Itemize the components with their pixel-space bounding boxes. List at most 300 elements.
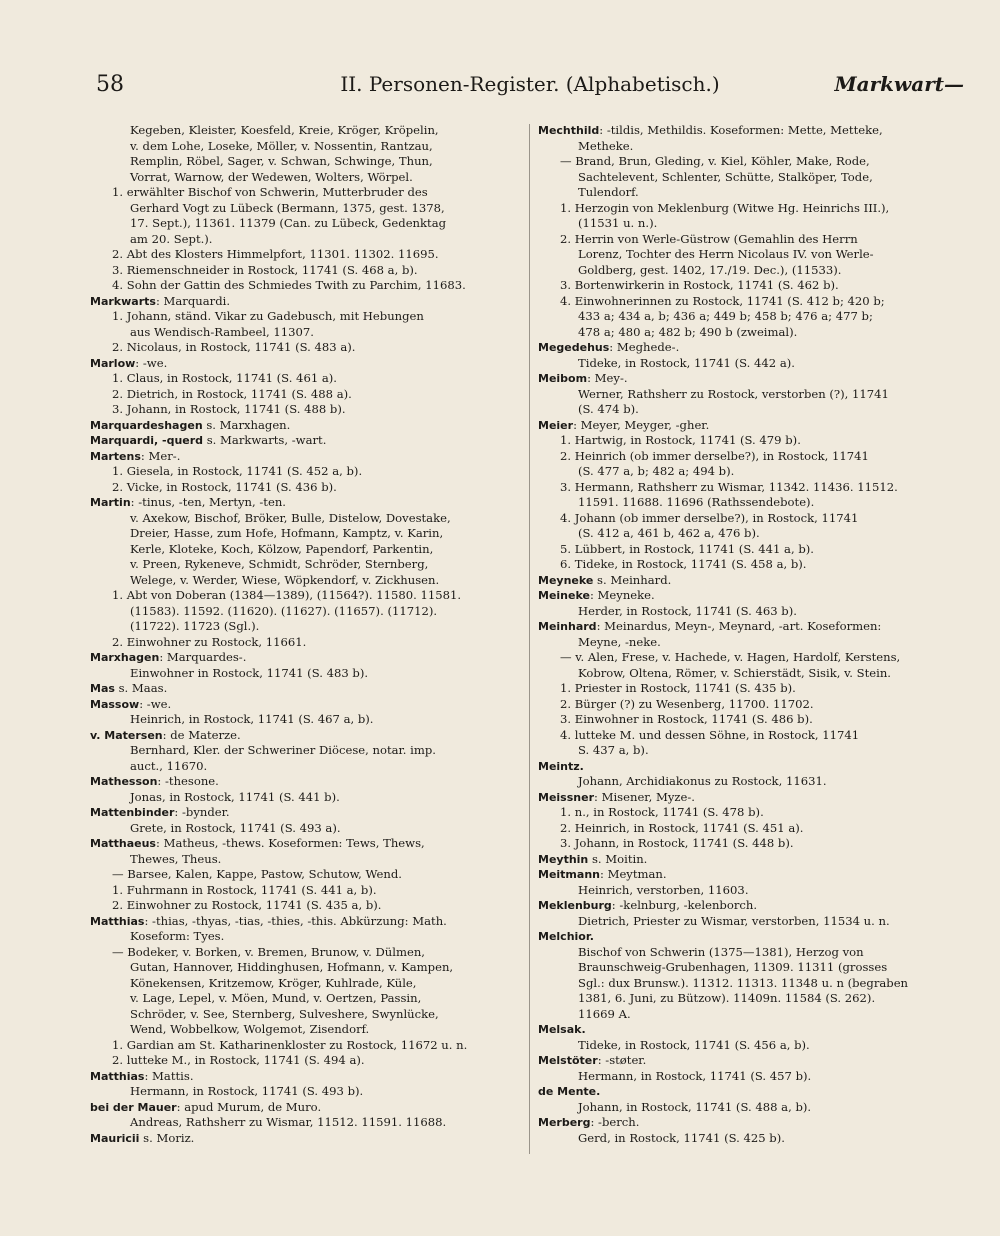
index-entry-line bbox=[538, 774, 970, 790]
lemma: Meintz. bbox=[538, 759, 584, 773]
index-entry-line bbox=[90, 759, 526, 775]
index-entry-heading bbox=[90, 681, 526, 697]
index-entry-heading bbox=[90, 1069, 526, 1085]
index-entry-line bbox=[538, 511, 970, 527]
index-entry-line bbox=[90, 340, 526, 356]
lemma: Meissner bbox=[538, 790, 594, 804]
index-entry-line bbox=[90, 170, 526, 186]
entry-text: : Meghede-. bbox=[609, 340, 680, 354]
entry-text: 2. Einwohner zu Rostock, 11661. bbox=[112, 634, 307, 649]
index-entry-line bbox=[90, 387, 526, 403]
index-entry-line bbox=[90, 201, 526, 217]
index-entry-line bbox=[538, 650, 970, 666]
index-entry-line bbox=[90, 123, 526, 139]
entry-text: Bischof von Schwerin (1375—1381), Herzog von bbox=[578, 944, 864, 959]
index-entry-line bbox=[90, 821, 526, 837]
entry-text: (11722). 11723 (Sgl.). bbox=[130, 619, 260, 633]
index-entry-line bbox=[90, 216, 526, 232]
entry-text: (S. 412 a, 461 b, 462 a, 476 b). bbox=[578, 526, 760, 540]
index-entry-heading bbox=[538, 1053, 970, 1069]
index-entry-line bbox=[538, 542, 970, 558]
entry-text: (S. 477 a, b; 482 a; 494 b). bbox=[578, 464, 735, 478]
lemma: Mauricii bbox=[90, 1131, 140, 1145]
index-entry-line bbox=[538, 821, 970, 837]
index-entry-heading bbox=[538, 619, 970, 635]
entry-text: 1. Hartwig, in Rostock, 11741 (S. 479 b). bbox=[560, 433, 801, 447]
lemma: Melstöter bbox=[538, 1054, 598, 1067]
entry-text: : -tinus, -ten, Mertyn, -ten. bbox=[130, 495, 286, 509]
entry-text: 2. Abt des Klosters Himmelpfort, 11301. 11302. 11695. bbox=[112, 247, 439, 261]
entry-text: Bernhard, Kler. der Schweriner Diöcese, notar. imp. bbox=[130, 743, 436, 757]
entry-text: 1381, 6. Juni, zu Bützow). 11409n. 11584 (S. 262). bbox=[578, 991, 876, 1005]
lemma: v. Matersen bbox=[90, 728, 163, 742]
index-entry-line bbox=[538, 464, 970, 480]
entry-text: 2. Nicolaus, in Rostock, 11741 (S. 483 a). bbox=[112, 340, 356, 354]
index-entry-line bbox=[90, 278, 526, 294]
entry-text: 2. Heinrich, in Rostock, 11741 (S. 451 a). bbox=[560, 820, 804, 835]
entry-text: Kegeben, Kleister, Koesfeld, Kreie, Kröger, Kröpelin, bbox=[130, 123, 439, 137]
entry-text: (S. 474 b). bbox=[578, 402, 639, 416]
entry-text: s. Moriz. bbox=[139, 1130, 195, 1145]
index-entry-line bbox=[90, 588, 526, 604]
index-entry-line bbox=[538, 449, 970, 465]
entry-text: 6. Tideke, in Rostock, 11741 (S. 458 a, b). bbox=[560, 557, 807, 571]
entry-text: 4. Einwohnerinnen zu Rostock, 11741 (S. 412 b; 420 b; bbox=[560, 293, 885, 308]
index-entry-line bbox=[90, 666, 526, 682]
entry-text: Lorenz, Tochter des Herrn Nicolaus IV. von Werle- bbox=[578, 247, 874, 261]
index-entry-heading bbox=[90, 356, 526, 372]
index-entry-line bbox=[538, 976, 970, 992]
entry-text: 1. n., in Rostock, 11741 (S. 478 b). bbox=[560, 805, 764, 819]
entry-text: Thewes, Theus. bbox=[130, 851, 222, 866]
entry-text: Kobrow, Oltena, Römer, v. Schierstädt, Sisik, v. Stein. bbox=[578, 665, 891, 680]
index-entry-heading bbox=[538, 867, 970, 883]
entry-text: : Mattis. bbox=[144, 1068, 194, 1083]
entry-text: : -støter. bbox=[597, 1053, 647, 1067]
index-entry-line bbox=[538, 666, 970, 682]
entry-text: Tulendorf. bbox=[578, 185, 639, 199]
entry-text: Gutan, Hannover, Hiddinghusen, Hofmann, v. Kampen, bbox=[130, 960, 454, 974]
index-entry-heading bbox=[90, 449, 526, 465]
index-entry-heading bbox=[90, 433, 526, 449]
lemma: Meklenburg bbox=[538, 899, 612, 912]
index-entry-line bbox=[538, 139, 970, 155]
index-entry-heading bbox=[90, 914, 526, 930]
entry-text: : -kelnburg, -kelenborch. bbox=[611, 898, 758, 912]
index-entry-line bbox=[90, 573, 526, 589]
index-entry-line bbox=[538, 480, 970, 496]
entry-text: s. Maas. bbox=[114, 681, 168, 695]
entry-text: Sachtelevent, Schlenter, Schütte, Stalköper, Tode, bbox=[578, 169, 873, 184]
entry-text: Dreier, Hasse, zum Hofe, Hofmann, Kamptz, v. Karin, bbox=[130, 526, 444, 540]
entry-text: Vorrat, Warnow, der Wedewen, Wolters, Wörpel. bbox=[130, 169, 413, 184]
index-entry-heading bbox=[538, 1115, 970, 1131]
index-entry-heading bbox=[90, 1100, 526, 1116]
index-entry-heading bbox=[90, 774, 526, 790]
index-entry-line bbox=[90, 898, 526, 914]
index-entry-line bbox=[538, 325, 970, 341]
lemma: Matthias bbox=[90, 914, 145, 928]
index-entry-line bbox=[90, 232, 526, 248]
entry-text: Remplin, Röbel, Sager, v. Schwan, Schwinge, Thun, bbox=[130, 154, 433, 168]
entry-text: 2. Herrin von Werle-Güstrow (Gemahlin des Herrn bbox=[560, 231, 858, 246]
index-entry-line bbox=[90, 371, 526, 387]
entry-text: Meyne, -neke. bbox=[578, 634, 661, 649]
index-entry-line bbox=[538, 232, 970, 248]
index-entry-line bbox=[90, 1038, 526, 1054]
entry-text: Johann, in Rostock, 11741 (S. 488 a, b). bbox=[578, 1099, 812, 1114]
entry-text: : de Materze. bbox=[162, 727, 241, 742]
entry-text: 3. Johann, in Rostock, 11741 (S. 448 b). bbox=[560, 836, 794, 850]
entry-text: Tideke, in Rostock, 11741 (S. 456 a, b). bbox=[578, 1037, 810, 1052]
entry-text: am 20. Sept.). bbox=[130, 231, 213, 246]
entry-text: : Mer-. bbox=[140, 448, 181, 463]
entry-text: 11591. 11688. 11696 (Rathssendebote). bbox=[578, 495, 815, 509]
index-entry-line bbox=[538, 914, 970, 930]
entry-text: s. Markwarts, -wart. bbox=[203, 433, 327, 447]
lemma: Megedehus bbox=[538, 341, 610, 354]
index-entry-line bbox=[538, 836, 970, 852]
index-entry-heading bbox=[538, 790, 970, 806]
entry-text: 1. Gardian am St. Katharinenkloster zu Rostock, 11672 u. n. bbox=[112, 1037, 468, 1052]
entry-text: 4. Johann (ob immer derselbe?), in Rostock, 11741 bbox=[560, 510, 859, 525]
index-entry-line bbox=[90, 1007, 526, 1023]
entry-text: : Misener, Myze-. bbox=[594, 789, 695, 804]
entry-text: 2. Vicke, in Rostock, 11741 (S. 436 b). bbox=[112, 479, 337, 494]
entry-text: Koseform: Tyes. bbox=[130, 929, 225, 943]
index-entry-line bbox=[90, 960, 526, 976]
index-entry-heading bbox=[90, 495, 526, 511]
entry-text: : -we. bbox=[135, 355, 168, 370]
entry-text: Johann, Archidiakonus zu Rostock, 11631. bbox=[578, 774, 827, 788]
index-entry-line bbox=[538, 309, 970, 325]
index-entry-line bbox=[538, 356, 970, 372]
entry-text: 4. Sohn der Gattin des Schmiedes Twith zu Parchim, 11683. bbox=[112, 278, 466, 292]
entry-text: Heinrich, in Rostock, 11741 (S. 467 a, b). bbox=[130, 712, 374, 726]
index-entry-line bbox=[538, 883, 970, 899]
entry-text: 1. Abt von Doberan (1384—1389), (11564?). 11580. 11581. bbox=[112, 588, 462, 602]
index-entry-line bbox=[90, 139, 526, 155]
entry-text: 1. Johann, ständ. Vikar zu Gadebusch, mit Hebungen bbox=[112, 309, 424, 323]
index-entry-heading bbox=[90, 836, 526, 852]
index-entry-line bbox=[538, 1131, 970, 1147]
entry-text: 1. Fuhrmann in Rostock, 11741 (S. 441 a, b). bbox=[112, 882, 377, 897]
entry-text: auct., 11670. bbox=[130, 758, 208, 773]
entry-text: 11669 A. bbox=[578, 1006, 631, 1021]
index-entry-line bbox=[538, 154, 970, 170]
entry-text: — Barsee, Kalen, Kappe, Pastow, Schutow, Wend. bbox=[112, 867, 402, 881]
lemma: Mas bbox=[90, 682, 115, 695]
entry-text: S. 437 a, b). bbox=[578, 743, 649, 757]
lemma: Melsak. bbox=[538, 1023, 586, 1036]
index-entry-line bbox=[538, 495, 970, 511]
left-column bbox=[90, 123, 526, 1146]
entry-text: : -bynder. bbox=[174, 805, 230, 819]
lemma: Mattenbinder bbox=[90, 806, 175, 819]
index-entry-line bbox=[538, 1007, 970, 1023]
lemma: bei der Mauer bbox=[90, 1100, 177, 1114]
index-entry-line bbox=[90, 185, 526, 201]
entry-text: 2. Dietrich, in Rostock, 11741 (S. 488 a). bbox=[112, 386, 352, 401]
lemma: Meythin bbox=[538, 852, 589, 866]
entry-text: 3. Hermann, Rathsherr zu Wismar, 11342. 11436. 11512. bbox=[560, 479, 898, 494]
lemma: Marquardi, -querd bbox=[90, 434, 204, 447]
index-entry-line bbox=[538, 216, 970, 232]
index-entry-line bbox=[90, 402, 526, 418]
index-entry-line bbox=[90, 1084, 526, 1100]
index-entry-line bbox=[90, 247, 526, 263]
index-entry-heading bbox=[90, 805, 526, 821]
entry-text: : Marquardi. bbox=[155, 293, 231, 308]
index-entry-heading bbox=[538, 759, 970, 775]
entry-text: : -we. bbox=[139, 696, 172, 711]
index-entry-line bbox=[90, 743, 526, 759]
index-entry-line bbox=[538, 185, 970, 201]
index-entry-heading bbox=[90, 1131, 526, 1147]
entry-text: aus Wendisch-Rambeel, 11307. bbox=[130, 324, 314, 339]
entry-text: Herder, in Rostock, 11741 (S. 463 b). bbox=[578, 603, 797, 618]
entry-text: Grete, in Rostock, 11741 (S. 493 a). bbox=[130, 820, 341, 835]
lemma: Marlow bbox=[90, 356, 136, 370]
index-entry-heading bbox=[90, 650, 526, 666]
entry-text: v. Lage, Lepel, v. Möen, Mund, v. Oertzen, Passin, bbox=[130, 991, 422, 1005]
catchword: Markwart— bbox=[834, 72, 964, 96]
entry-text: 3. Einwohner in Rostock, 11741 (S. 486 b). bbox=[560, 712, 813, 726]
index-entry-heading bbox=[538, 340, 970, 356]
index-entry-heading bbox=[538, 898, 970, 914]
entry-text: Schröder, v. See, Sternberg, Sulveshere, Swynlücke, bbox=[130, 1006, 439, 1021]
index-entry-line bbox=[538, 526, 970, 542]
index-entry-line bbox=[90, 619, 526, 635]
entry-text: 1. Priester in Rostock, 11741 (S. 435 b). bbox=[560, 681, 796, 695]
entry-text: s. Moitin. bbox=[588, 851, 648, 866]
entry-text: 4. lutteke M. und dessen Söhne, in Rostock, 11741 bbox=[560, 727, 860, 742]
index-entry-heading bbox=[90, 728, 526, 744]
index-entry-line bbox=[538, 1100, 970, 1116]
index-entry-line bbox=[538, 743, 970, 759]
lemma: de Mente. bbox=[538, 1085, 601, 1098]
index-entry-line bbox=[90, 263, 526, 279]
index-entry-line bbox=[90, 712, 526, 728]
entry-text: : apud Murum, de Muro. bbox=[176, 1099, 322, 1114]
index-entry-heading bbox=[90, 697, 526, 713]
entry-text: 3. Bortenwirkerin in Rostock, 11741 (S. 462 b). bbox=[560, 278, 839, 292]
entry-text: 1. erwählter Bischof von Schwerin, Mutterbruder des bbox=[112, 185, 428, 199]
index-entry-line bbox=[90, 929, 526, 945]
entry-text: : Meyneke. bbox=[589, 588, 655, 602]
entry-text: 433 a; 434 a, b; 436 a; 449 b; 458 b; 476 a; 477 b; bbox=[578, 309, 873, 323]
entry-text: v. dem Lohe, Loseke, Möller, v. Nossentin, Rantzau, bbox=[130, 138, 433, 153]
lemma: Meitmann bbox=[538, 868, 600, 881]
entry-text: : Marquardes-. bbox=[159, 650, 247, 664]
lemma: Marxhagen bbox=[90, 651, 160, 664]
entry-text: — v. Alen, Frese, v. Hachede, v. Hagen, Hardolf, Kerstens, bbox=[560, 650, 901, 664]
index-entry-line bbox=[538, 1038, 970, 1054]
index-entry-line bbox=[90, 1115, 526, 1131]
index-entry-line bbox=[538, 557, 970, 573]
lemma: Matthaeus bbox=[90, 837, 156, 850]
entry-text: Könekensen, Kritzemow, Kröger, Kuhlrade, Küle, bbox=[130, 975, 417, 990]
index-entry-line bbox=[90, 542, 526, 558]
entry-text: Dietrich, Priester zu Wismar, verstorben, 11534 u. n. bbox=[578, 913, 890, 928]
lemma: Merberg bbox=[538, 1116, 591, 1129]
page-number: 58 bbox=[96, 72, 124, 97]
running-header bbox=[96, 72, 964, 106]
index-entry-line bbox=[90, 526, 526, 542]
index-entry-line bbox=[90, 325, 526, 341]
index-entry-heading bbox=[538, 418, 970, 434]
entry-text: 3. Riemenschneider in Rostock, 11741 (S. 468 a, b). bbox=[112, 262, 418, 277]
entry-text: 2. lutteke M., in Rostock, 11741 (S. 494 a). bbox=[112, 1053, 365, 1067]
entry-text: Wend, Wobbelkow, Wolgemot, Zisendorf. bbox=[130, 1022, 370, 1036]
index-entry-line bbox=[90, 1053, 526, 1069]
index-entry-line bbox=[90, 991, 526, 1007]
entry-text: — Brand, Brun, Gleding, v. Kiel, Köhler, Make, Rode, bbox=[560, 154, 870, 168]
index-entry-line bbox=[90, 867, 526, 883]
lemma: Markwarts bbox=[90, 294, 156, 308]
lemma: Matthias bbox=[90, 1069, 145, 1083]
entry-text: 1. Herzogin von Meklenburg (Witwe Hg. Heinrichs III.), bbox=[560, 200, 890, 215]
index-entry-heading bbox=[538, 1084, 970, 1100]
entry-text: 2. Einwohner zu Rostock, 11741 (S. 435 a, b). bbox=[112, 898, 382, 912]
index-entry-line bbox=[90, 557, 526, 573]
column-divider bbox=[529, 124, 530, 1154]
index-entry-line bbox=[90, 976, 526, 992]
entry-text: — Bodeker, v. Borken, v. Bremen, Brunow, v. Dülmen, bbox=[112, 944, 425, 959]
index-entry-heading bbox=[538, 929, 970, 945]
index-entry-line bbox=[538, 263, 970, 279]
entry-text: 1. Giesela, in Rostock, 11741 (S. 452 a, b). bbox=[112, 464, 363, 478]
entry-text: Braunschweig-Grubenhagen, 11309. 11311 (grosses bbox=[578, 960, 888, 974]
lemma: Martin bbox=[90, 496, 131, 509]
entry-text: (11583). 11592. (11620). (11627). (11657). (11712). bbox=[130, 603, 438, 618]
index-entry-heading bbox=[538, 123, 970, 139]
index-entry-line bbox=[538, 278, 970, 294]
index-entry-heading bbox=[90, 294, 526, 310]
entry-text: Sgl.: dux Brunsw.). 11312. 11313. 11348 u. n (begraben bbox=[578, 975, 909, 990]
entry-text: 2. Bürger (?) zu Wesenberg, 11700. 11702. bbox=[560, 696, 814, 711]
lemma: Meyneke bbox=[538, 573, 594, 587]
index-entry-heading bbox=[538, 371, 970, 387]
entry-text: 3. Johann, in Rostock, 11741 (S. 488 b). bbox=[112, 402, 346, 416]
index-entry-line bbox=[90, 883, 526, 899]
lemma: Meibom bbox=[538, 372, 588, 385]
lemma: Marquardeshagen bbox=[90, 418, 203, 432]
index-entry-line bbox=[538, 635, 970, 651]
index-entry-line bbox=[538, 604, 970, 620]
index-entry-line bbox=[538, 728, 970, 744]
entry-text: : Meinardus, Meyn-, Meynard, -art. Koseformen: bbox=[596, 619, 882, 633]
entry-text: Gerhard Vogt zu Lübeck (Bermann, 1375, gest. 1378, bbox=[130, 200, 445, 215]
entry-text: v. Axekow, Bischof, Bröker, Bulle, Distelow, Dovestake, bbox=[130, 510, 451, 525]
index-entry-heading bbox=[538, 588, 970, 604]
index-entry-line bbox=[90, 852, 526, 868]
index-entry-line bbox=[538, 697, 970, 713]
index-entry-line bbox=[538, 170, 970, 186]
index-entry-line bbox=[538, 681, 970, 697]
index-entry-heading bbox=[538, 852, 970, 868]
index-entry-line bbox=[538, 991, 970, 1007]
entry-text: : -berch. bbox=[590, 1115, 640, 1129]
entry-text: Hermann, in Rostock, 11741 (S. 457 b). bbox=[578, 1068, 812, 1083]
entry-text: v. Preen, Rykeneve, Schmidt, Schröder, Sternberg, bbox=[130, 557, 429, 571]
entry-text: s. Marxhagen. bbox=[202, 417, 291, 432]
index-entry-line bbox=[90, 464, 526, 480]
index-entry-line bbox=[538, 945, 970, 961]
entry-text: Werner, Rathsherr zu Rostock, verstorben (?), 11741 bbox=[578, 386, 889, 401]
entry-text: Heinrich, verstorben, 11603. bbox=[578, 882, 749, 897]
entry-text: Goldberg, gest. 1402, 17./19. Dec.), (11533). bbox=[578, 262, 842, 277]
entry-text: 1. Claus, in Rostock, 11741 (S. 461 a). bbox=[112, 371, 337, 385]
lemma: Melchior. bbox=[538, 930, 594, 943]
index-entry-line bbox=[90, 154, 526, 170]
index-entry-line bbox=[538, 712, 970, 728]
entry-text: s. Meinhard. bbox=[593, 572, 672, 587]
index-entry-line bbox=[538, 1069, 970, 1085]
entry-text: 2. Heinrich (ob immer derselbe?), in Rostock, 11741 bbox=[560, 448, 869, 463]
lemma: Meier bbox=[538, 418, 574, 432]
entry-text: 17. Sept.), 11361. 11379 (Can. zu Lübeck, Gedenktag bbox=[130, 216, 447, 230]
index-entry-line bbox=[90, 511, 526, 527]
index-entry-heading bbox=[538, 1022, 970, 1038]
index-entry-line bbox=[90, 604, 526, 620]
lemma: Mathesson bbox=[90, 775, 158, 788]
entry-text: 478 a; 480 a; 482 b; 490 b (zweimal). bbox=[578, 324, 798, 339]
entry-text: Metheke. bbox=[578, 138, 634, 153]
entry-text: Hermann, in Rostock, 11741 (S. 493 b). bbox=[130, 1084, 364, 1098]
index-entry-line bbox=[90, 635, 526, 651]
index-entry-line bbox=[538, 960, 970, 976]
index-entry-line bbox=[538, 247, 970, 263]
entry-text: : -thesone. bbox=[157, 774, 219, 788]
entry-text: Kerle, Kloteke, Koch, Kölzow, Papendorf, Parkentin, bbox=[130, 541, 434, 556]
index-entry-line bbox=[538, 294, 970, 310]
entry-text: : -thias, -thyas, -tias, -thies, -this. Abkürzung: Math. bbox=[144, 913, 447, 928]
index-entry-line bbox=[90, 480, 526, 496]
entry-text: : -tildis, Methildis. Koseformen: Mette, Metteke, bbox=[599, 123, 883, 137]
index-entry-line bbox=[538, 805, 970, 821]
lemma: Massow bbox=[90, 697, 140, 711]
entry-text: : Mey-. bbox=[587, 371, 628, 385]
index-entry-line bbox=[90, 309, 526, 325]
right-column bbox=[538, 123, 970, 1146]
index-entry-heading bbox=[90, 418, 526, 434]
entry-text: (11531 u. n.). bbox=[578, 216, 658, 230]
entry-text: 5. Lübbert, in Rostock, 11741 (S. 441 a, b). bbox=[560, 541, 814, 556]
lemma: Mechthild bbox=[538, 124, 600, 137]
index-entry-heading bbox=[538, 573, 970, 589]
section-title: II. Personen-Register. (Alphabetisch.) bbox=[340, 72, 720, 96]
entry-text: Jonas, in Rostock, 11741 (S. 441 b). bbox=[130, 789, 340, 804]
index-entry-line bbox=[538, 402, 970, 418]
entry-text: : Meytman. bbox=[599, 867, 667, 881]
lemma: Meinhard bbox=[538, 620, 597, 633]
entry-text: Tideke, in Rostock, 11741 (S. 442 a). bbox=[578, 355, 795, 370]
lemma: Meineke bbox=[538, 589, 590, 602]
index-entry-line bbox=[90, 790, 526, 806]
entry-text: Gerd, in Rostock, 11741 (S. 425 b). bbox=[578, 1130, 785, 1145]
entry-text: : Matheus, -thews. Koseformen: Tews, Thews, bbox=[155, 836, 425, 850]
entry-text: Einwohner in Rostock, 11741 (S. 483 b). bbox=[130, 665, 369, 680]
index-entry-line bbox=[90, 945, 526, 961]
index-entry-line bbox=[538, 387, 970, 403]
index-entry-line bbox=[90, 1022, 526, 1038]
entry-text: Andreas, Rathsherr zu Wismar, 11512. 11591. 11688. bbox=[130, 1115, 447, 1129]
entry-text: : Meyer, Meyger, -gher. bbox=[573, 417, 710, 432]
index-entry-line bbox=[538, 201, 970, 217]
index-entry-line bbox=[538, 433, 970, 449]
lemma: Martens bbox=[90, 449, 141, 463]
